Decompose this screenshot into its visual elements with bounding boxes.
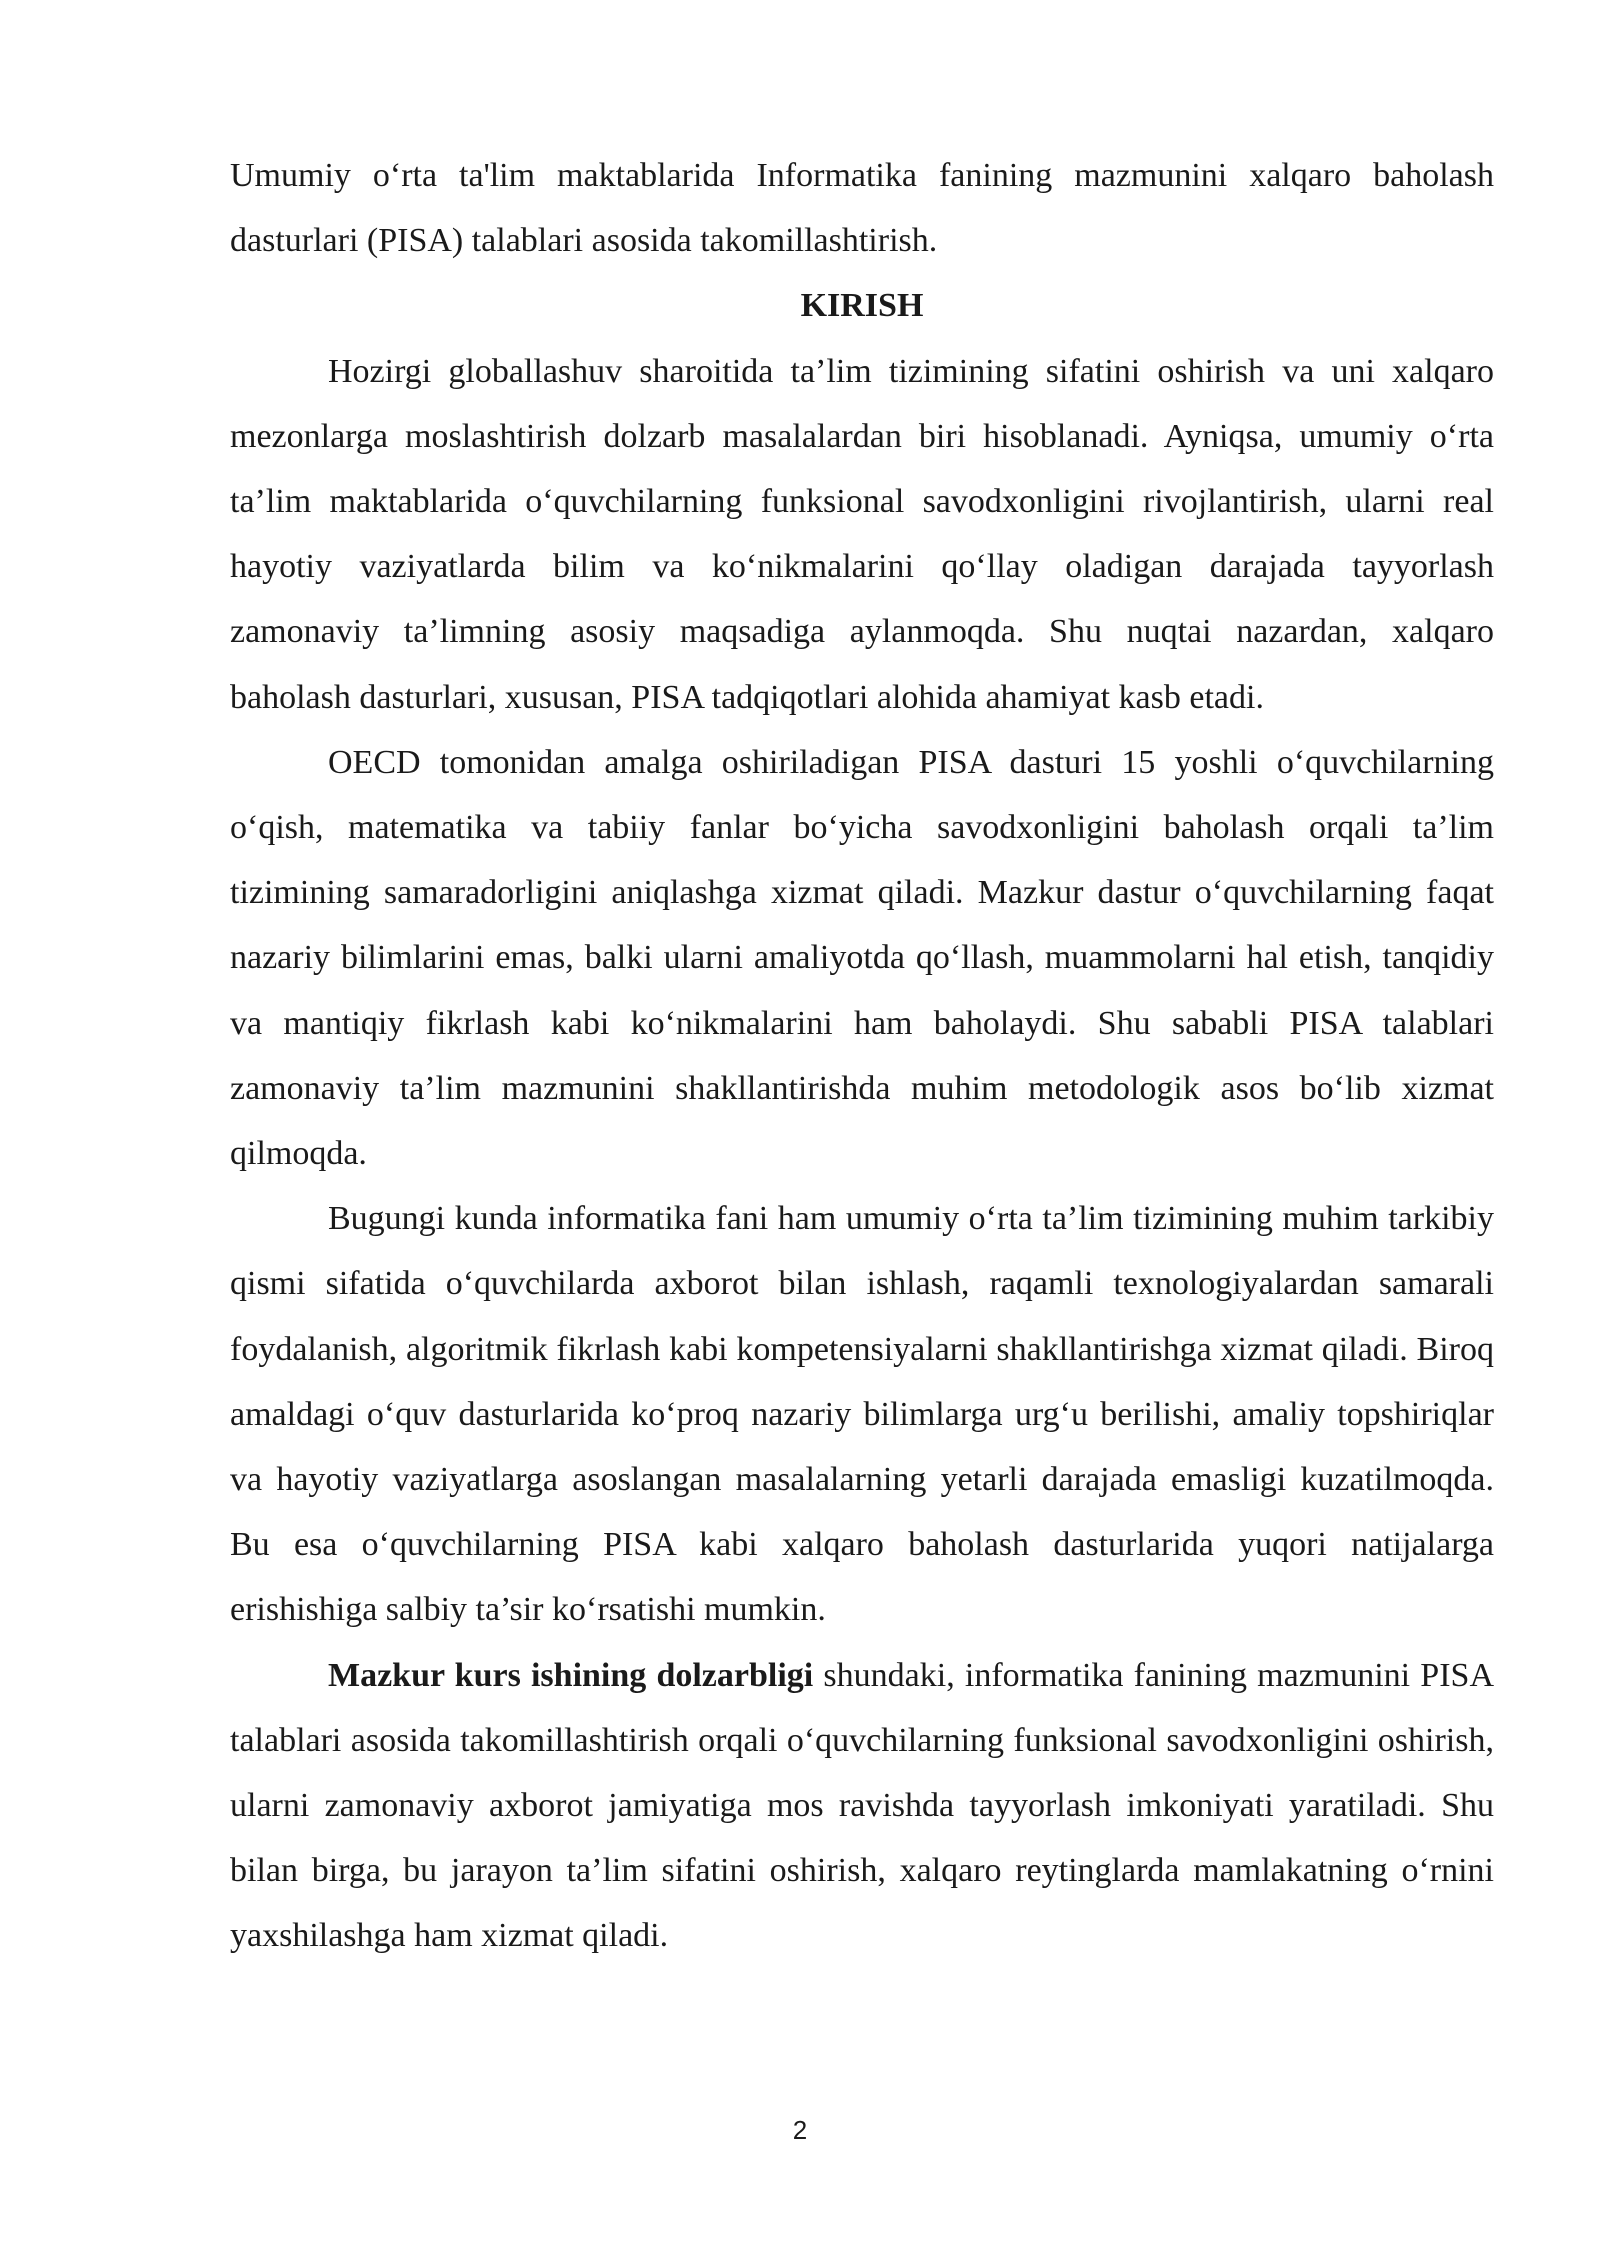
section-heading: KIRISH xyxy=(800,287,924,325)
relevance-text: shundaki, informatika fanining mazmunini PISA talablari asosida takomillashtirish orqali o‘quvchilarning funksional savodxonligini oshirish, ularni zamonaviy axborot jamiyatiga mos ravishda tayyorlash imkoniyati yaratiladi. Shu bilan birga, bu jarayon ta’lim sifatini oshirish, xalqaro reytinglarda mamlakatning o‘rnini yaxshilashga ham xizmat qiladi. xyxy=(230,1656,1494,1955)
page-number: 2 xyxy=(792,2115,808,2145)
relevance-bold-lead: Mazkur kurs ishining dolzarbligi xyxy=(328,1656,814,1694)
relevance-paragraph xyxy=(230,1643,1494,1969)
document-title-paragraph: Umumiy o‘rta ta'lim maktablarida Informatika fanining mazmunini xalqaro baholash dasturlari (PISA) talablari asosida takomillashtirish. xyxy=(230,157,1494,260)
document-page xyxy=(230,143,1494,1969)
body-paragraph: Hozirgi globallashuv sharoitida ta’lim tizimining sifatini oshirish va uni xalqaro mezonlarga moslashtirish dolzarb masalalardan biri hisoblanadi. Ayniqsa, umumiy o‘rta ta’lim maktablarida o‘quvchilarning funksional savodxonligini rivojlantirish, ularni real hayotiy vaziyatlarda bilim va ko‘nikmalarini qo‘llay oladigan darajada tayyorlash zamonaviy ta’limning asosiy maqsadiga aylanmoqda. Shu nuqtai nazardan, xalqaro baholash dasturlari, xususan, PISA tadqiqotlari alohida ahamiyat kasb etadi. xyxy=(230,352,1494,716)
body-paragraph: Bugungi kunda informatika fani ham umumiy o‘rta ta’lim tizimining muhim tarkibiy qismi sifatida o‘quvchilarda axborot bilan ishlash, raqamli texnologiyalardan samarali foydalanish, algoritmik fikrlash kabi kompetensiyalarni shakllantirishga xizmat qiladi. Biroq amaldagi o‘quv dasturlarida ko‘proq nazariy bilimlarga urg‘u berilishi, amaliy topshiriqlar va hayotiy vaziyatlarga asoslangan masalalarning yetarli darajada emasligi kuzatilmoqda. Bu esa o‘quvchilarning PISA kabi xalqaro baholash dasturlarida yuqori natijalarga erishishiga salbiy ta’sir ko‘rsatishi mumkin. xyxy=(230,1200,1494,1629)
body-paragraph: OECD tomonidan amalga oshiriladigan PISA dasturi 15 yoshli o‘quvchilarning o‘qish, matematika va tabiiy fanlar bo‘yicha savodxonligini baholash orqali ta’lim tizimining samaradorligini aniqlashga xizmat qiladi. Mazkur dastur o‘quvchilarning faqat nazariy bilimlarini emas, balki ularni amaliyotda qo‘llash, muammolarni hal etish, tanqidiy va mantiqiy fikrlash kabi ko‘nikmalarini ham baholaydi. Shu sababli PISA talablari zamonaviy ta’lim mazmunini shakllantirishda muhim metodologik asos bo‘lib xizmat qilmoqda. xyxy=(230,743,1494,1173)
